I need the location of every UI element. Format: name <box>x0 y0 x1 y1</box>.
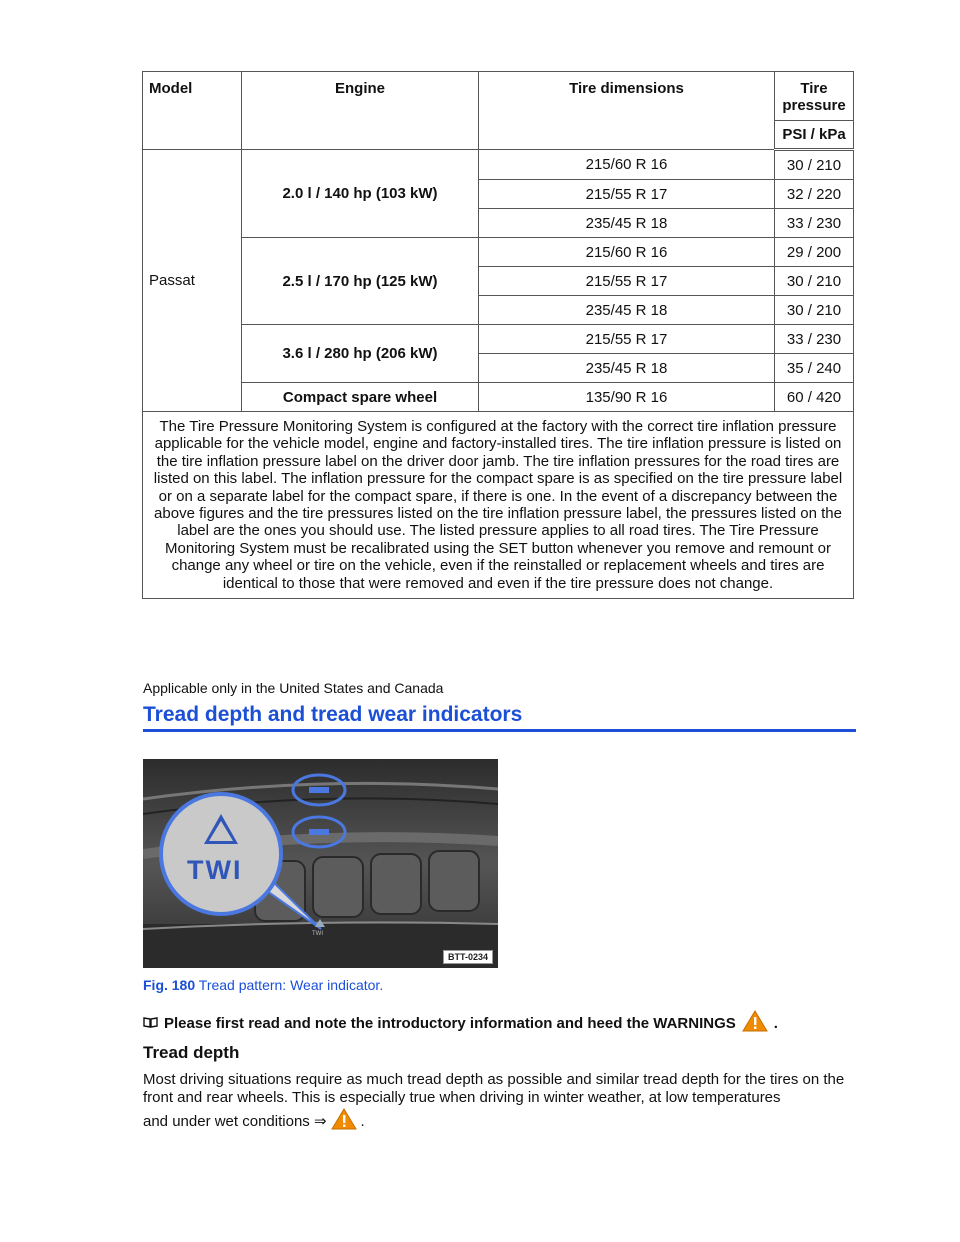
section-title: Tread depth and tread wear indicators <box>143 703 856 732</box>
header-engine: Engine <box>242 72 479 150</box>
engine-cell: 2.5 l / 170 hp (125 kW) <box>242 238 479 325</box>
tread-depth-paragraph: Most driving situations require as much tread depth as possible and similar tread depth for the tires on the front and rear wheels. This is especially true when driving in winter weather, at low temperatures <box>143 1071 845 1106</box>
tire-pressure-cell: 29 / 200 <box>775 238 854 267</box>
tire-pressure-cell: 30 / 210 <box>775 267 854 296</box>
table-row <box>143 383 854 412</box>
tire-pressure-table <box>142 71 854 599</box>
header-tire-dimensions: Tire dimensions <box>479 72 775 150</box>
applicability-note: Applicable only in the United States and Canada <box>143 680 444 696</box>
tread-depth-heading: Tread depth <box>143 1043 240 1062</box>
tire-dimension-cell: 215/60 R 16 <box>479 238 775 267</box>
tire-dimension-cell: 135/90 R 16 <box>479 383 775 412</box>
small-twi-label: TWI <box>312 931 323 937</box>
tire-dimension-cell: 235/45 R 18 <box>479 354 775 383</box>
figure-caption-text: Tread pattern: Wear indicator. <box>198 977 384 993</box>
tire-pressure-cell: 60 / 420 <box>775 383 854 412</box>
warning-triangle-icon[interactable] <box>742 1010 768 1036</box>
table-row <box>143 238 854 267</box>
table-row <box>143 325 854 354</box>
tread-wear-figure <box>143 759 498 968</box>
header-tire-pressure: Tire pressure <box>775 72 854 121</box>
note-row <box>143 412 854 599</box>
tire-dimension-cell: 215/60 R 16 <box>479 150 775 180</box>
tire-dimension-cell: 215/55 R 17 <box>479 180 775 209</box>
engine-cell: 3.6 l / 280 hp (206 kW) <box>242 325 479 383</box>
figure-code: BTT-0234 <box>443 950 493 964</box>
table-note: The Tire Pressure Monitoring System is configured at the factory with the correct tire inflation pressure applicable for the vehicle model, engine and factory-installed tires. The tire inflation pressure is listed on the tire inflation pressure label on the driver door jamb. The tire inflation pressures for the road tires are listed on this label. The inflation pressure for the compact spare is as specified on the tire pressure label or on a separate label for the compact spare, if there is one. In the event of a discrepancy between the above figures and the tire pressures listed on the tire inflation pressure label, the pressures listed on the label are the ones you should use. The listed pressure applies to all road tires. The Tire Pressure Monitoring System must be recalibrated using the SET button whenever you remove and remount or change any wheel or tire on the vehicle, even if the reinstalled or replacement wheels and tires are identical to those that were removed and even if the tire pressure does not change. <box>143 412 854 599</box>
tire-dimension-cell: 215/55 R 17 <box>479 267 775 296</box>
tire-dimension-cell: 215/55 R 17 <box>479 325 775 354</box>
figure-caption <box>143 977 383 993</box>
tire-pressure-cell: 33 / 230 <box>775 209 854 238</box>
figure-number: Fig. 180 <box>143 977 196 993</box>
tread-depth-paragraph-end: and under wet conditions ⇒ . <box>143 1108 365 1134</box>
magnifier-label: TWI <box>187 855 243 885</box>
table-row <box>143 150 854 180</box>
header-unit: PSI / kPa <box>775 121 854 150</box>
tire-pressure-cell: 32 / 220 <box>775 180 854 209</box>
tire-dimension-cell: 235/45 R 18 <box>479 209 775 238</box>
book-icon <box>143 1015 158 1032</box>
intro-note: Please first read and note the introductory information and heed the WARNINGS . <box>143 1010 778 1036</box>
header-model: Model <box>143 72 242 150</box>
model-cell: Passat <box>143 150 242 412</box>
tread-depth-paragraph-end-text: and under wet conditions ⇒ <box>143 1113 327 1130</box>
tire-pressure-cell: 30 / 210 <box>775 296 854 325</box>
tire-dimension-cell: 235/45 R 18 <box>479 296 775 325</box>
tire-pressure-cell: 30 / 210 <box>775 150 854 180</box>
table-body <box>143 150 854 599</box>
tire-pressure-cell: 35 / 240 <box>775 354 854 383</box>
intro-text: Please first read and note the introductory information and heed the WARNINGS <box>164 1014 736 1032</box>
engine-cell: 2.0 l / 140 hp (103 kW) <box>242 150 479 238</box>
warning-triangle-icon[interactable] <box>331 1108 357 1134</box>
tire-pressure-cell: 33 / 230 <box>775 325 854 354</box>
engine-cell: Compact spare wheel <box>242 383 479 412</box>
